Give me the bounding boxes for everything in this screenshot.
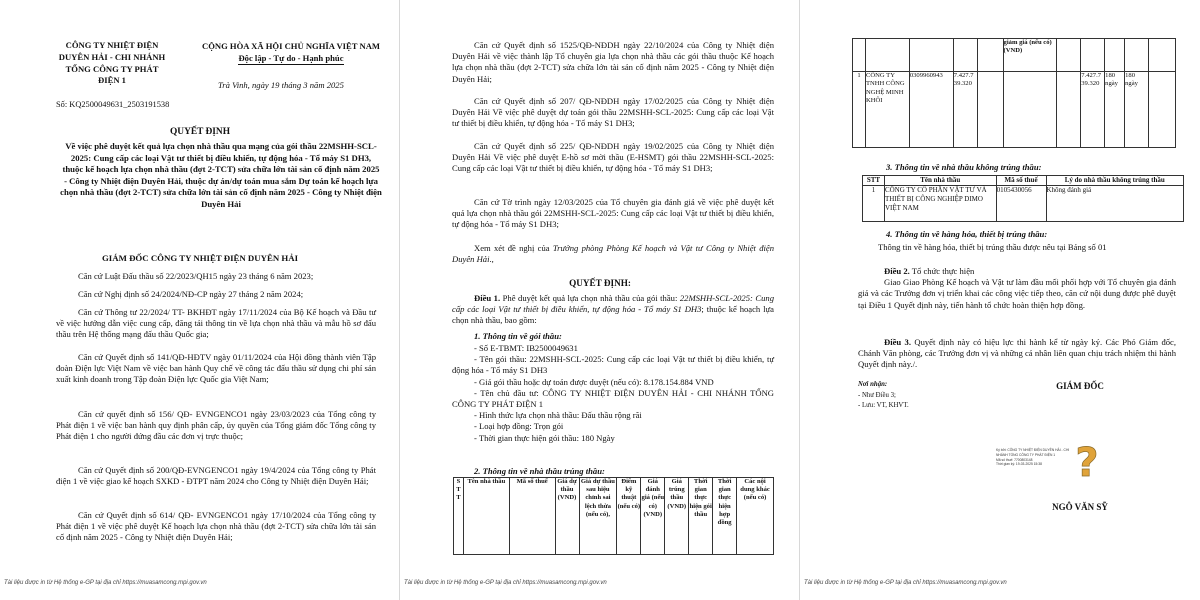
consideration-proposer: Trưởng phòng Phòng Kế hoạch và Vật tư Công ty Nhiệt điện Duyên Hải bbox=[452, 243, 774, 265]
legal-basis-paragraph: Căn cứ quyết định số 156/ QĐ- EVNGENCO1 ngày 23/03/2023 của Tổng công ty Phát điện 1 về việc ban hành quy định phân cấp, ủy quyền của Tổng giám đốc Tổng công ty Phát điện 1 cho người đứng đầu các đơn vị trực thuộc; bbox=[56, 409, 376, 442]
table-cell bbox=[977, 72, 1003, 148]
document-number: Số: KQ2500049631_2503191538 bbox=[56, 100, 170, 109]
digital-signature-stamp bbox=[996, 442, 1186, 488]
winner-table-continued bbox=[852, 38, 1176, 148]
signature-info-line: Ký bởi: CÔNG TY NHIỆT ĐIỆN DUYÊN HẢI - CHI bbox=[996, 448, 1070, 452]
table-cell bbox=[1003, 72, 1057, 148]
legal-basis-paragraph: Căn cứ Thông tư 22/2024/ TT- BKHĐT ngày 17/11/2024 của Bộ Kế hoạch và Đầu tư về việc hướng dẫn việc cung cấp, đăng tải thông tin về lựa chọn nhà thầu và mẫu hồ sơ đấu thầu trên Hệ thống mạng đấu thầu Quốc gia; bbox=[56, 307, 376, 340]
table-cell: 0309960943 bbox=[909, 72, 953, 148]
table-header-cell: STT bbox=[863, 176, 885, 186]
legal-basis-paragraph: Căn cứ Quyết định số 200/QĐ-EVNGENCO1 ngày 19/4/2024 của Tổng công ty Phát điện 1 về việc giao kế hoạch SXKD - ĐTPT năm 2024 cho Công ty Nhiệt điện Duyên Hải; bbox=[56, 465, 376, 487]
table-header-cell: Mã số thuế bbox=[509, 478, 555, 555]
table-cell: 7.427.739.320 bbox=[953, 72, 977, 148]
article-1-tail: ; thuộc kế hoạch lựa chọn nhà thầu, bao gồm: bbox=[452, 304, 774, 326]
table-cell: 7.427.739.320 bbox=[1081, 72, 1105, 148]
signer-title: GIÁM ĐỐC bbox=[1056, 381, 1104, 391]
table-cell: CÔNG TY TNHH CÔNG NGHỆ MINH KHÔI bbox=[865, 72, 909, 148]
org-line: DUYÊN HẢI - CHI NHÁNH bbox=[58, 51, 166, 62]
table-header-cell: Các nội dung khác (nếu có) bbox=[737, 478, 774, 555]
table-header-cell: S T T bbox=[454, 478, 464, 555]
table-header-cell: Điểm kỹ thuật (nếu có) bbox=[617, 478, 641, 555]
non-winner-table bbox=[862, 175, 1184, 222]
legal-basis-paragraph: Căn cứ Quyết định số 207/ QĐ-NĐDH ngày 17/02/2025 của Công ty Nhiệt điện Duyên Hải Về việc phê duyệt dự toán gói thầu 22MSHH-SCL-2025: Cung cấp các loại Vật tư thiết bị điều khiển, tự động hóa - Tổ máy S1 DH3; bbox=[452, 96, 774, 129]
signer-name: NGÔ VĂN SỸ bbox=[1052, 502, 1108, 512]
svg-text:?: ? bbox=[1075, 442, 1099, 486]
decision-title: QUYẾT ĐỊNH bbox=[170, 127, 230, 137]
org-line: TỔNG CÔNG TY PHÁT bbox=[65, 63, 159, 74]
info-line: - Hình thức lựa chọn nhà thầu: Đấu thầu rộng rãi bbox=[474, 410, 642, 421]
recipients-title: Nơi nhận: bbox=[858, 381, 888, 388]
article-3 bbox=[858, 337, 1176, 371]
consideration-prefix: Xem xét đề nghị của bbox=[474, 243, 553, 253]
legal-basis-paragraph: Căn cứ Quyết định số 141/QĐ-HĐTV ngày 01/11/2024 của Hội đồng thành viên Tập đoàn Điện lực Việt Nam về việc ban hành Quy chế về công tác đấu thầu sử dụng chi phí sản xuất kinh doanh trong Tập đoàn Điện lực Quốc gia Việt Nam; bbox=[56, 352, 376, 385]
section-1-title: 1. Thông tin về gói thầu: bbox=[474, 331, 562, 341]
org-line: CÔNG TY NHIỆT ĐIỆN bbox=[65, 40, 159, 50]
article-3-label: Điều 3. bbox=[884, 337, 911, 347]
document-page-3 bbox=[800, 0, 1200, 600]
page-footer: Tài liệu được in từ Hệ thống e-GP tại địa chỉ https://muasamcong.mpi.gov.vn bbox=[4, 580, 207, 586]
info-line: - Tên gói thầu: 22MSHH-SCL-2025: Cung cấp các loại Vật tư thiết bị điều khiển, tự động hóa - Tổ máy S1 DH3 bbox=[452, 354, 774, 376]
table-cell: 180 ngày bbox=[1105, 72, 1125, 148]
section-2-title: 2. Thông tin về nhà thầu trúng thầu: bbox=[474, 466, 605, 476]
signature-info-line: Thời gian ký: 19-03-2025 15:38 bbox=[996, 462, 1042, 467]
legal-basis-paragraph: Căn cứ Luật Đấu thầu số 22/2023/QH15 ngày 23 tháng 6 năm 2023; bbox=[78, 271, 314, 281]
legal-basis-paragraph: Căn cứ Nghị định số 24/2024/NĐ-CP ngày 27 tháng 2 năm 2024; bbox=[78, 289, 304, 299]
info-line: - Thời gian thực hiện gói thầu: 180 Ngày bbox=[474, 432, 615, 443]
national-title-block bbox=[186, 40, 396, 65]
table-cell bbox=[1149, 72, 1176, 148]
article-1-package: 22MSHH-SCL-2025: Cung cấp các loại Vật tư thiết bị điều khiển, tự động hóa - Tổ máy S1 DH3 bbox=[452, 293, 775, 315]
table-header-cell: giảm giá (nếu có) (VND) bbox=[1003, 39, 1057, 72]
section-3-title: 3. Thông tin về nhà thầu không trúng thầu: bbox=[886, 162, 1042, 172]
recipient-line: - Như Điều 3; bbox=[858, 391, 896, 399]
table-header-cell: Tên nhà thầu bbox=[884, 176, 996, 186]
info-line: - Loại hợp đồng: Trọn gói bbox=[474, 421, 564, 432]
table-cell: 0105430056 bbox=[996, 186, 1046, 222]
legal-basis-paragraph: Căn cứ Quyết định số 225/ QĐ-NĐDH ngày 19/02/2025 của Công ty Nhiệt điện Duyên Hải Về việc phê duyệt E-hồ sơ mời thầu (E-HSMT) gói thầu 22MSHH-SCL-2025: Cung cấp các loại Vật tư thiết bị điều khiển, tự động hóa - Tổ máy S1 DH3; bbox=[452, 141, 774, 174]
table-cell bbox=[1057, 72, 1081, 148]
document-page-2 bbox=[400, 0, 800, 600]
national-title: CỘNG HÒA XÃ HỘI CHỦ NGHĨA VIỆT NAM bbox=[201, 41, 381, 51]
legal-basis-paragraph: Căn cứ Tờ trình ngày 12/03/2025 của Tổ chuyên gia đánh giá về việc phê duyệt kết quả lựa chọn nhà thầu gói 22MSHH-SCL-2025: Cung cấp các loại Vật tư thiết bị điều khiển, tự động hóa - Tổ máy S1 DH3; bbox=[452, 197, 774, 230]
section-4-title: 4. Thông tin về hàng hóa, thiết bị trúng thầu: bbox=[886, 229, 1048, 239]
table-header-cell: Lý do nhà thầu không trúng thầu bbox=[1046, 176, 1184, 186]
director-heading: GIÁM ĐỐC CÔNG TY NHIỆT ĐIỆN DUYÊN HẢI bbox=[101, 253, 299, 263]
article-2-label: Điều 2. bbox=[884, 266, 910, 276]
org-line: ĐIỆN 1 bbox=[98, 75, 126, 86]
place-date: Trà Vinh, ngày 19 tháng 3 năm 2025 bbox=[218, 80, 344, 90]
article-1-text: Phê duyệt kết quả lựa chọn nhà thầu của gói thầu: bbox=[500, 293, 680, 303]
organization-block bbox=[38, 40, 186, 87]
decision-subtitle: Về việc phê duyệt kết quả lựa chọn nhà thầu qua mạng của gói thầu 22MSHH-SCL-2025: Cung cấp các loại Vật tư thiết bị điều khiển, tự động hóa - Tổ máy S1 DH3, thuộc kế hoạch lựa chọn nhà thầu (đợt 2-TCT) sửa chữa lớn tài sản cố định năm 2025 - Công ty Nhiệt điện Duyên Hải, thuộc dự án/dự toán mua sắm Dự toán kế hoạch lựa chọn nhà thầu (đợt 2-TCT) sửa chữa lớn tài sản cố định năm 2025 - Công ty Nhiệt điện Duyên Hải bbox=[60, 141, 382, 209]
signature-info-line: NHÁNH TỔNG CÔNG TY PHÁT ĐIỆN 1 bbox=[996, 452, 1056, 457]
table-cell: 180 ngày bbox=[1125, 72, 1149, 148]
table-header-cell: Mã số thuế bbox=[996, 176, 1046, 186]
article-3-text: Quyết định này có hiệu lực thi hành kể từ ngày ký. Các Phó Giám đốc, Chánh Văn phòng, các Trưởng đơn vị và những cá nhân liên quan chịu trách nhiệm thi hành Quyết định này./. bbox=[858, 337, 1177, 370]
winner-table-header bbox=[453, 477, 774, 555]
recipient-line: - Lưu: VT, KHVT. bbox=[858, 402, 909, 409]
info-line: - Tên chủ đầu tư: CÔNG TY NHIỆT ĐIỆN DUYÊN HẢI - CHI NHÁNH TỔNG CÔNG TY PHÁT ĐIỆN 1 bbox=[452, 387, 774, 410]
section-4-text: Thông tin về hàng hóa, thiết bị trúng thầu được nêu tại Bảng số 01 bbox=[878, 242, 1107, 252]
table-cell: 1 bbox=[863, 186, 885, 222]
package-info bbox=[452, 343, 774, 444]
national-motto: Độc lập - Tự do - Hạnh phúc bbox=[238, 53, 344, 63]
table-header-cell: Giá dự thầu (VND) bbox=[555, 478, 579, 555]
table-header-cell: Giá trúng thầu (VND) bbox=[665, 478, 689, 555]
table-header-cell: Thời gian thực hiện gói thầu bbox=[689, 478, 713, 555]
consideration-paragraph bbox=[452, 243, 774, 265]
info-line: - Số E-TBMT: IB2500049631 bbox=[474, 343, 578, 353]
page-footer: Tài liệu được in từ Hệ thống e-GP tại địa chỉ https://muasamcong.mpi.gov.vn bbox=[804, 580, 1007, 586]
signature-info-line: Mã số thuế: 7700803148 bbox=[996, 457, 1033, 462]
article-1-label: Điều 1. bbox=[474, 293, 501, 303]
table-cell: Không đánh giá bbox=[1046, 186, 1184, 222]
article-2-text: Giao Giao Phòng Kế hoạch và Vật tư làm đầu mối phối hợp với Tổ chuyên gia đánh giá và các Trưởng đơn vị triển khai các công việc tiếp theo, căn cứ nội dung được phê duyệt tại Điều 1 Quyết định này, tiến hành tổ chức hoàn thiện hợp đồng. bbox=[858, 277, 1176, 310]
table-cell: 1 bbox=[853, 72, 866, 148]
article-2-title: Tổ chức thực hiện bbox=[909, 266, 975, 276]
page-footer: Tài liệu được in từ Hệ thống e-GP tại địa chỉ https://muasamcong.mpi.gov.vn bbox=[404, 580, 607, 586]
table-cell: CÔNG TY CỔ PHẦN VẬT TƯ VÀ THIẾT BỊ CÔNG NGHIỆP DIMO VIỆT NAM bbox=[884, 186, 996, 222]
legal-basis-paragraph: Căn cứ Quyết định số 614/ QĐ- EVNGENCO1 ngày 17/10/2024 của Tổng công ty Phát điện 1 về việc phê duyệt Kế hoạch lựa chọn nhà thầu (đợt 2-TCT) sửa chữa lớn tài sản cố định năm 2025 - Công ty Nhiệt điện Duyên Hải; bbox=[56, 510, 376, 543]
legal-basis-paragraph: Căn cứ Quyết định số 1525/QĐ-NĐDH ngày 22/10/2024 của Công ty Nhiệt điện Duyên Hải về việc thành lập Tổ chuyên gia lựa chọn nhà thầu các gói thầu thuộc Kế hoạch lựa chọn nhà thầu (đợt 2-TCT) sửa chữa lớn tài sản cố định năm 2025 - Công ty Nhiệt điện Duyên Hải; bbox=[452, 40, 774, 84]
table-header-cell: Giá đánh giá (nếu có) (VND) bbox=[641, 478, 665, 555]
info-line: - Giá gói thầu hoặc dự toán được duyệt (nếu có): 8.178.154.884 VND bbox=[474, 376, 714, 387]
table-header-cell: Thời gian thực hiện hợp đồng bbox=[713, 478, 737, 555]
article-2 bbox=[858, 266, 1176, 311]
table-header-cell: Giá dự thầu sau hiệu chỉnh sai lệch thừa (nếu có), bbox=[579, 478, 617, 555]
document-page-1 bbox=[0, 0, 400, 600]
decision-heading: QUYẾT ĐỊNH: bbox=[569, 278, 631, 288]
recipients-block bbox=[858, 380, 909, 412]
table-header-cell: Tên nhà thầu bbox=[463, 478, 509, 555]
article-1 bbox=[452, 293, 774, 327]
consideration-suffix: ., bbox=[489, 254, 494, 265]
